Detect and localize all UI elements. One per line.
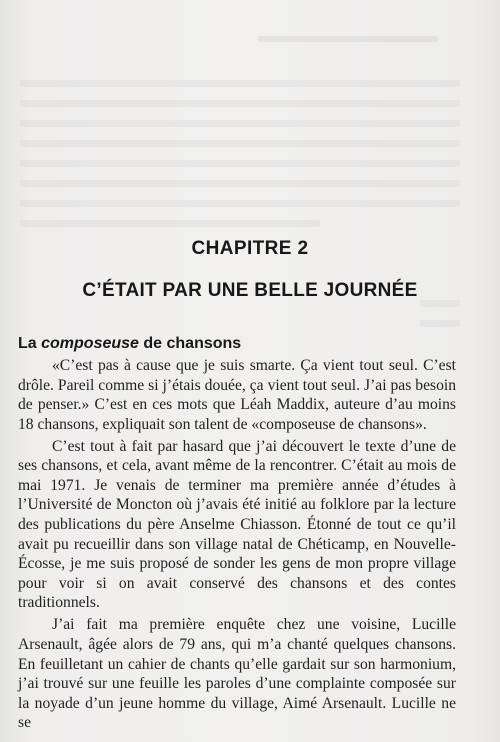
- section-heading-emphasis: composeuse: [41, 335, 139, 352]
- chapter-title: C’ÉTAIT PAR UNE BELLE JOURNÉE: [82, 280, 418, 301]
- section-heading-prefix: La: [18, 335, 42, 352]
- running-head-ghost: [258, 36, 438, 42]
- paragraph-3: J’ai fait ma première enquête chez une voisine, Lucille Arsenault, âgée alors de 79 ans, qui m’a chanté quelques chansons. En feuilletant un cahier de chants qu’elle gardait sur son harmonium, j’ai trouvé sur une feuille les paroles d’une complainte composée sur la noyade d’un jeune homme du village, Aimé Arsenault. Lucille ne se: [18, 616, 456, 732]
- paragraph-2: C’est tout à fait par hasard que j’ai découvert le texte d’une de ses chansons, et cela, avant même de la rencontrer. C’était au mois de mai 1971. Je venais de terminer ma première année d’études à l’Université de Moncton où j’avais été initié au folklore par la lecture des publications du père Anselme Chiasson. Étonné de tout ce qu’il avait pu recueillir dans son village natal de Chéticamp, en Nouvelle-Écosse, je me suis proposé de sonder les gens de mon propre village pour voir si on avait conservé des chansons et des contes traditionnels.: [18, 437, 456, 612]
- body-text: [18, 356, 456, 733]
- section-heading-suffix: de chansons: [138, 335, 242, 352]
- section-heading: [18, 335, 241, 353]
- chapter-number: CHAPITRE 2: [191, 238, 309, 259]
- paragraph-1: «C’est pas à cause que je suis smarte. Ça vient tout seul. C’est drôle. Pareil comme si j’étais douée, ça vient tout seul. J’ai pas besoin de penser.» C’est en ces mots que Léah Maddix, auteure d’au moins 18 chansons, expliquait son talent de «composeuse de chansons».: [18, 357, 456, 433]
